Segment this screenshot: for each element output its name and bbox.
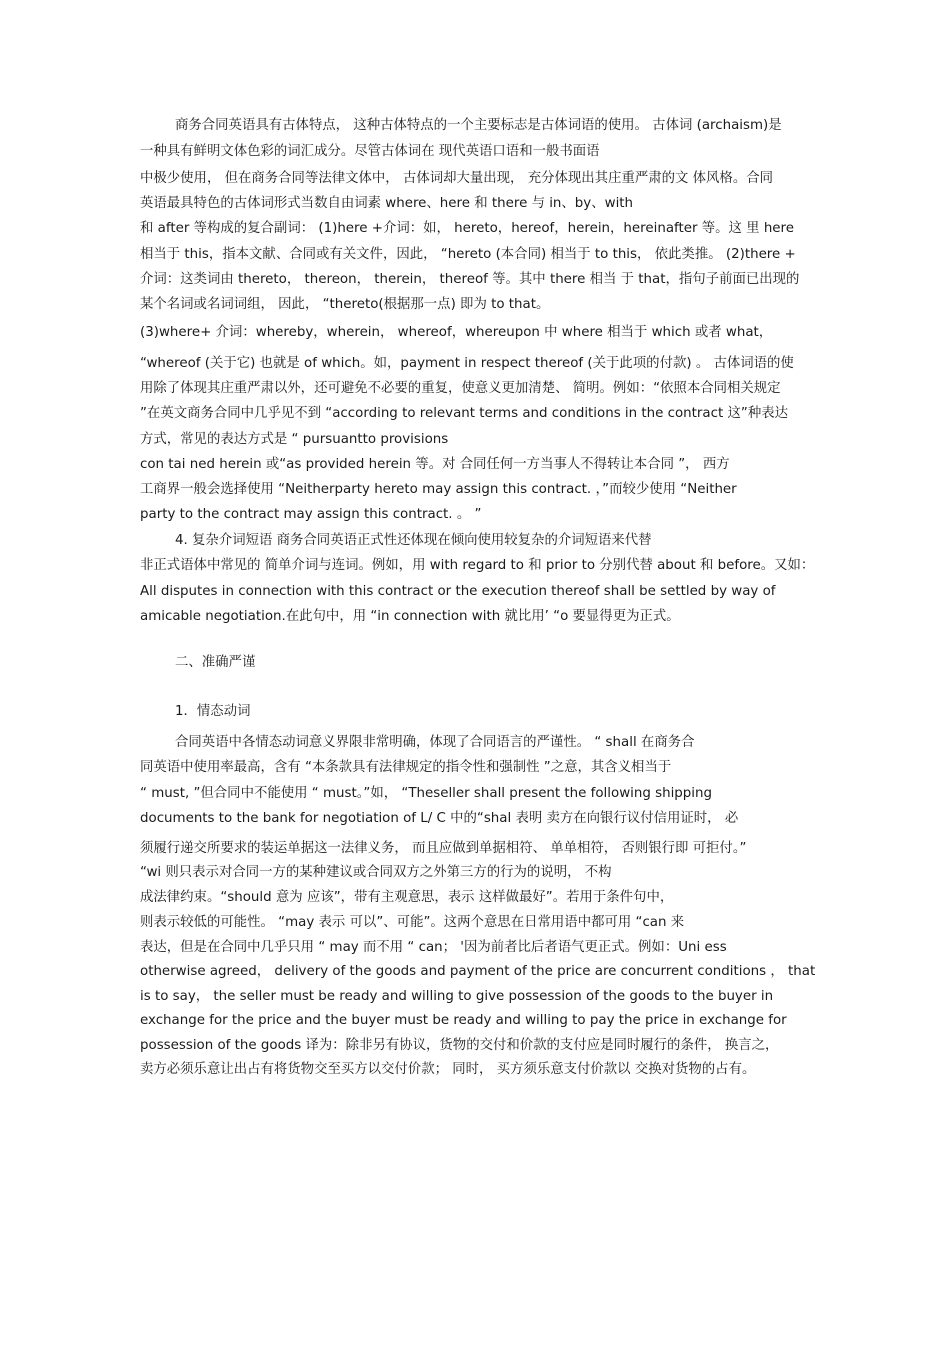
text-line: 工商界一般会选择使用 “Neitherparty hereto may assign this contract. ，”而较少使用 “Neither <box>140 482 737 497</box>
text-line: 合同英语中各情态动词意义界限非常明确，体现了合同语言的严谨性。 “ shall 在商务合 <box>175 735 695 750</box>
text-line: 方式，常见的表达方式是 “ pursuantto provisions <box>140 432 449 447</box>
text-line: amicable negotiation.在此句中，用 “in connection with 就比用’ “o 要显得更为正式。 <box>140 609 680 624</box>
text-line: exchange for the price and the buyer must be ready and willing to pay the price in exchange for <box>140 1013 787 1028</box>
text-line: possession of the goods 译为：除非另有协议，货物的交付和价款的支付应是同时履行的条件， 换言之， <box>140 1038 779 1053</box>
text-line: con tai ned herein 或“as provided herein 等。对 合同任何一方当事人不得转让本合同 ”， 西方 <box>140 457 730 472</box>
text-line: ”在英文商务合同中几乎见不到 “according to relevant terms and conditions in the contract 这”种表达 <box>140 406 788 421</box>
text-line: 和 after 等构成的复合副词： (1)here +介词：如， hereto，hereof，herein，hereinafter 等。这 里 here <box>140 221 794 236</box>
text-line: 相当于 this，指本文献、合同或有关文件，因此， “hereto (本合同) 相当于 to this， 依此类推。 (2)there + <box>140 247 796 262</box>
text-line: 英语最具特色的古体词形式当数自由词素 where、here 和 there 与 in、by、with <box>140 196 634 211</box>
text-line: 成法律约束。“should 意为 应该”，带有主观意思，表示 这样做最好”。若用于条件句中， <box>140 890 674 905</box>
text-line: 用除了体现其庄重严肃以外，还可避免不必要的重复，使意义更加清楚、 简明。例如：“依照本合同相关规定 <box>140 381 781 396</box>
text-line: party to the contract may assign this contract. 。 ” <box>140 507 482 522</box>
text-line: 须履行递交所要求的装运单据这一法律义务， 而且应做到单据相符、 单单相符， 否则银行即 可拒付。” <box>140 841 747 856</box>
text-line: (3)where+ 介词：whereby，wherein， whereof，whereupon 中 where 相当于 which 或者 what， <box>140 325 773 340</box>
text-line: 同英语中使用率最高，含有 “本条款具有法律规定的指令性和强制性 ”之意，其含义相当于 <box>140 760 672 775</box>
text-line: 中极少使用， 但在商务合同等法律文体中， 古体词却大量出现， 充分体现出其庄重严肃的文 体风格。合同 <box>140 171 773 186</box>
text-line: “whereof (关于它) 也就是 of which。如，payment in respect thereof (关于此项的付款) 。 古体词语的使 <box>140 356 794 371</box>
text-line: 非正式语体中常见的 简单介词与连词。例如，用 with regard to 和 prior to 分别代替 about 和 before。又如： <box>140 558 815 573</box>
text-line: 某个名词或名词词组， 因此， “thereto(根据那一点) 即为 to that。 <box>140 297 550 312</box>
text-line: “ must, ”但合同中不能使用 “ must。”如， “Theseller shall present the following shipping <box>140 786 712 801</box>
text-line: 一种具有鲜明文体色彩的词汇成分。尽管古体词在 现代英语口语和一般书面语 <box>140 144 600 159</box>
text-line: 4. 复杂介词短语 商务合同英语正式性还体现在倾向使用较复杂的介词短语来代替 <box>175 533 652 548</box>
text-line: 商务合同英语具有古体特点， 这种古体特点的一个主要标志是古体词语的使用。 古体词 (archaism)是 <box>175 118 782 133</box>
text-line: 卖方必须乐意让出占有将货物交至买方以交付价款； 同时， 买方须乐意支付价款以 交换对货物的占有。 <box>140 1062 756 1077</box>
section-heading: 二、准确严谨 <box>175 655 256 670</box>
text-line: 表达，但是在合同中几乎只用 “ may 而不用 “ can； '因为前者比后者语气更正式。例如：Uni ess <box>140 940 727 955</box>
text-line: documents to the bank for negotiation of L/ C 中的“shal 表明 卖方在向银行议付信用证时， 必 <box>140 811 739 826</box>
text-line: All disputes in connection with this contract or the execution thereof shall be settled by way of <box>140 584 776 599</box>
subsection-heading: 1．情态动词 <box>175 704 251 719</box>
text-line: otherwise agreed， delivery of the goods and payment of the price are concurrent conditions ， that <box>140 964 816 979</box>
text-line: 则表示较低的可能性。 “may 表示 可以”、可能”。这两个意思在日常用语中都可用 “can 来 <box>140 915 685 930</box>
text-line: 介词：这类词由 thereto， thereon， therein， thereof 等。其中 there 相当 于 that，指句子前面已出现的 <box>140 272 800 287</box>
text-line: “wi 则只表示对合同一方的某种建议或合同双方之外第三方的行为的说明， 不构 <box>140 865 612 880</box>
text-line: is to say， the seller must be ready and willing to give possession of the goods to the buyer in <box>140 989 774 1004</box>
